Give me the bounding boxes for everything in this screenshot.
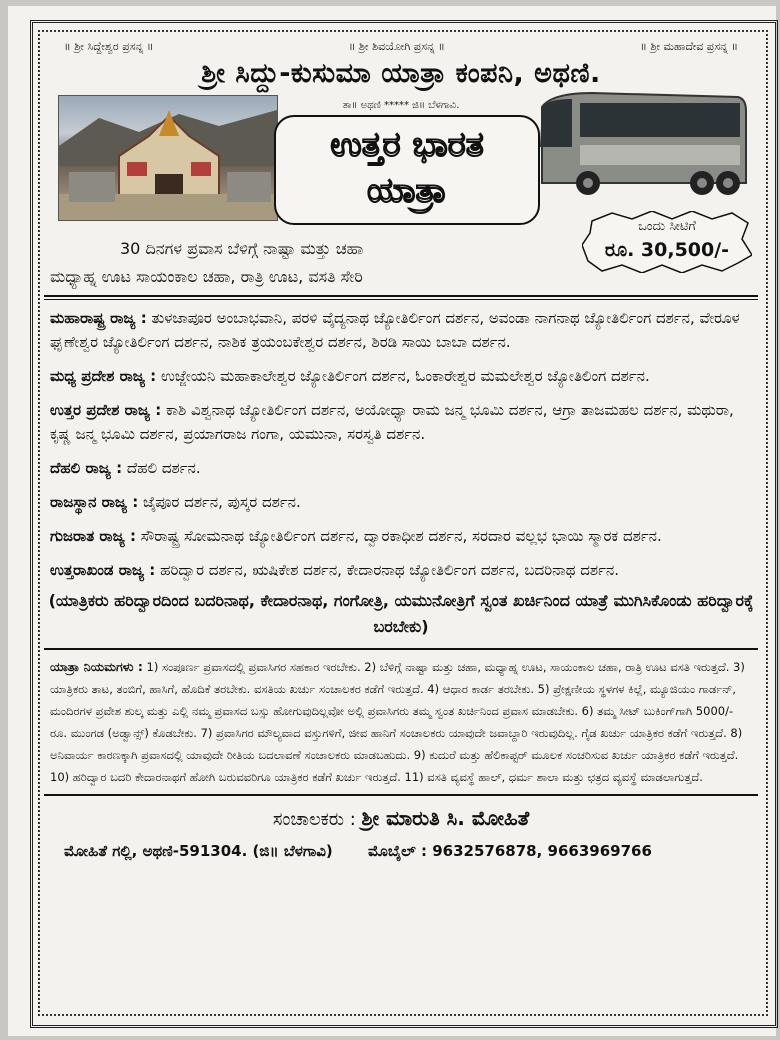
pamphlet-sheet xyxy=(8,6,776,1036)
yatra-heading-line2: ಯಾತ್ರಾ xyxy=(367,171,447,211)
pamphlet-content xyxy=(44,34,758,860)
company-title: ಶ್ರೀ ಸಿದ್ದು-ಕುಸುಮಾ ಯಾತ್ರಾ ಕಂಪನಿ, ಅಥಣಿ. xyxy=(201,58,601,89)
state-places: ದೆಹಲಿ ದರ್ಶನ. xyxy=(126,459,201,477)
state-name: ಮಧ್ಯ ಪ್ರದೇಶ ರಾಜ್ಯ : xyxy=(50,367,157,385)
organizer-label: ಸಂಚಾಲಕರು : xyxy=(272,809,356,830)
yatra-heading-box xyxy=(274,115,540,225)
blessing-center: ॥ ಶ್ರೀ ಶಿವಯೋಗಿ ಪ್ರಸನ್ನ ॥ xyxy=(348,40,445,53)
rules-text: 1) ಸಂಪೂರ್ಣ ಪ್ರವಾಸದಲ್ಲಿ ಪ್ರವಾಸಿಗರ ಸಹಕಾರ ಇರಬೇಕು. 2) ಬೆಳಿಗ್ಗೆ ನಾಷ್ಟಾ ಮತ್ತು ಚಹಾ, ಮಧ್ಯಾಹ್ನ ಊಟ, ಸಾಯಂಕಾಲ ಚಹಾ, ರಾತ್ರಿ ಊಟ ವಸತಿ ಇರುತ್ತದೆ. 3) ಯಾತ್ರಿಕರು ತಾಟ, ತಂಬಿಗೆ, ಹಾಸಿಗೆ, ಹೊದಿಕೆ ತರಬೇಕು. ವಸತಿಯ ಖರ್ಚು ಸಂಚಾಲಕರ ಕಡೆಗೆ ಇರುತ್ತದೆ. 4) ಆಧಾರ ಕಾರ್ಡ ತರಬೇಕು. 5) ಪ್ರೇಕ್ಷಣೀಯ ಸ್ಥಳಗಳ ಕಿಲ್ಲೆ, ಮ್ಯೂಜಿಯಂ ಗಾರ್ಡನ್, ಮಂದಿರಗಳ ಪ್ರವೇಶ ಶುಲ್ಕ ಮತ್ತು ಎಲ್ಲಿ ನಮ್ಮ ಪ್ರವಾಸದ ಬಸ್ಸು ಹೋಗುವುದಿಲ್ಲವೋ ಅಲ್ಲಿ ಪ್ರವಾಸಿಗರು ತಮ್ಮ ಸ್ವಂತ ಖರ್ಚಿನಿಂದ ಪ್ರವಾಸ ಮಾಡಬೇಕು. 6) ತಮ್ಮ ಸೀಟ್ ಬುಕಿಂಗ್‌ಗಾಗಿ 5000/- ರೂ. ಮುಂಗಡ (ಅಡ್ವಾನ್ಸ್) ಕೊಡಬೇಕು. 7) ಪ್ರವಾಸಿಗರ ಮೌಲ್ಯವಾದ ವಸ್ತುಗಳಿಗೆ, ಜೀವ ಹಾನಿಗೆ ಸಂಚಾಲಕರು ಯಾವುದೇ ಜವಾಬ್ದಾರಿ ಇರುವುದಿಲ್ಲ. ಗೈಡ ಖರ್ಚು ಯಾತ್ರಿಕರ ಕಡೆಗೆ ಇರುತ್ತದೆ. 8) ಅನಿವಾರ್ಯ ಕಾರಣಕ್ಕಾಗಿ ಪ್ರವಾಸದಲ್ಲಿ ಯಾವುದೇ ರೀತಿಯ ಬದಲಾವಣೆ ಸಂಚಾಲಕರು ಮಾಡಬಹುದು. 9) ಕುದುರೆ ಮತ್ತು ಹೆಲಿಕಾಪ್ಟರ್ ಮೂಲಕ ಸಂಚರಿಸುವ ಖರ್ಚು ಯಾತ್ರಿಕರ ಕಡೆಗೆ ಇರುತ್ತದೆ. 10) ಹರಿದ್ವಾರ ಬದರಿ ಕೇದಾರನಾಥಗೆ ಹೋಗಿ ಬರುವವರಿಗೂ ಯಾತ್ರಿಕರ ಕಡೆಗೆ ಖರ್ಚು ಇರುತ್ತದೆ. 11) ವಸತಿ ವ್ಯವಸ್ಥೆ ಹಾಲ್, ಧರ್ಮ ಶಾಲಾ ಮತ್ತು ಛತ್ರದ ವ್ಯವಸ್ಥೆ ಮಾಡಲಾಗುತ್ತದೆ. xyxy=(50,660,745,784)
meals-line-2: ಮಧ್ಯಾಹ್ನ ಊಟ ಸಾಯಂಕಾಲ ಚಹಾ, ರಾತ್ರಿ ಊಟ, ವಸತಿ ಸೇರಿ xyxy=(50,267,363,286)
organizer-name: ಶ್ರೀ ಮಾರುತಿ ಸಿ. ಮೋಹಿತೆ xyxy=(361,806,530,830)
state-entry xyxy=(50,398,752,446)
organizer-line xyxy=(44,806,758,830)
state-entry xyxy=(50,558,752,582)
address-line: ತಾ॥ ಅಥಣಿ ***** ಜಿ॥ ಬೆಳಗಾವಿ. xyxy=(342,100,460,111)
price-value: ರೂ. 30,500/- xyxy=(604,239,730,261)
state-places: ಉಜ್ಜೇಯನಿ ಮಹಾಕಾಲೇಶ್ವರ ಜ್ಯೋತಿರ್ಲಿಂಗ ದರ್ಶನ, ಓಂಕಾರೇಶ್ವರ ಮಮಲೇಶ್ವರ ಜ್ಯೋತಿಲಿಂಗ ದರ್ಶನ. xyxy=(160,367,650,385)
hardwar-note: (ಯಾತ್ರಿಕರು ಹರಿದ್ವಾರದಿಂದ ಬದರಿನಾಥ, ಕೇದಾರನಾಥ, ಗಂಗೋತ್ರಿ, ಯಮುನೋತ್ರಿಗೆ ಸ್ವಂತ ಖರ್ಚಿನಿಂದ ಯಾತ್ರೆ ಮುಗಿಸಿಕೊಂಡು ಹರಿದ್ವಾರಕ್ಕೆ ಬರಬೇಕು) xyxy=(48,591,754,636)
mobile-label: ಮೊಬೈಲ್ : xyxy=(368,842,427,860)
yatra-heading-line1: ಉತ್ತರ ಭಾರತ xyxy=(330,125,484,165)
state-name: ರಾಜಸ್ಥಾನ ರಾಜ್ಯ : xyxy=(50,493,139,511)
state-places: ಹರಿದ್ವಾರ ದರ್ಶನ, ಋಷಿಕೇಶ ದರ್ಶನ, ಕೇದಾರನಾಥ ಜ್ಯೋತಿರ್ಲಿಂಗ ದರ್ಶನ, ಬದರಿನಾಥ ದರ್ಶನ. xyxy=(160,561,620,579)
state-places: ಸೌರಾಷ್ಟ್ರ ಸೋಮನಾಥ ಜ್ಯೋತಿರ್ಲಿಂಗ ದರ್ಶನ, ದ್ವಾರಕಾಧೀಶ ದರ್ಶನ, ಸರದಾರ ವಲ್ಲಭ ಭಾಯಿ ಸ್ಮಾರಕ ದರ್ಶನ. xyxy=(140,527,662,545)
state-name: ದೆಹಲಿ ರಾಜ್ಯ : xyxy=(50,459,123,477)
blessing-right: ॥ ಶ್ರೀ ಮಹಾದೇವ ಪ್ರಸನ್ನ ॥ xyxy=(640,40,738,53)
state-entry xyxy=(50,456,752,480)
state-name: ಉತ್ತರ ಪ್ರದೇಶ ರಾಜ್ಯ : xyxy=(50,401,162,419)
temple-photo xyxy=(58,95,278,221)
divider xyxy=(44,295,758,297)
blessings-row xyxy=(44,34,758,54)
footer xyxy=(44,794,758,860)
state-name: ಮಹಾರಾಷ್ಟ್ರ ರಾಜ್ಯ : xyxy=(50,309,147,327)
state-entry xyxy=(50,524,752,548)
price-label: ಒಂದು ಸೀಟಿಗೆ xyxy=(638,219,696,234)
travel-rules xyxy=(44,648,758,788)
state-places: ತುಳಜಾಪೂರ ಅಂಬಾಭವಾನಿ, ಪರಳಿ ವೈದ್ಯನಾಥ ಜ್ಯೋತಿರ್ಲಿಂಗ ದರ್ಶನ, ಅವಂಡಾ ನಾಗನಾಥ ಜ್ಯೋತಿರ್ಲಿಂಗ ದರ್ಶನ, ವೇರೂಳ ಘೃಣೇಶ್ವರ ಜ್ಯೋತಿರ್ಲಿಂಗ ದರ್ಶನ, ನಾಶಿಕ ತ್ರಯಂಬಕೇಶ್ವರ ದರ್ಶನ, ಶಿರಡಿ ಸಾಯಿ ಬಾಬಾ ದರ್ಶನ. xyxy=(50,309,740,351)
state-entry xyxy=(50,490,752,514)
state-entry xyxy=(50,306,752,354)
bus-image xyxy=(532,87,748,203)
state-name: ಉತ್ತರಾಖಂಡ ರಾಜ್ಯ : xyxy=(50,561,156,579)
states-list xyxy=(44,300,758,582)
state-places: ಜೈಪೂರ ದರ್ಶನ, ಪುಸ್ಕರ ದರ್ಶನ. xyxy=(143,493,301,511)
state-name: ಗುಜರಾತ ರಾಜ್ಯ : xyxy=(50,527,136,545)
rules-title: ಯಾತ್ರಾ ನಿಯಮಗಳು : xyxy=(50,659,143,674)
blessing-left: ॥ ಶ್ರೀ ಸಿದ್ದೇಶ್ವರ ಪ್ರಸನ್ನ ॥ xyxy=(64,40,154,53)
price-badge xyxy=(582,211,752,273)
state-places: ಕಾಶಿ ವಿಶ್ವನಾಥ ಜ್ಯೋತಿರ್ಲಿಂಗ ದರ್ಶನ, ಅಯೋಧ್ಯಾ ರಾಮ ಜನ್ಮ ಭೂಮಿ ದರ್ಶನ, ಆಗ್ರಾ ತಾಜಮಹಲ ದರ್ಶನ, ಮಥುರಾ, ಕೃಷ್ಣ ಜನ್ಮ ಭೂಮಿ ದರ್ಶನ, ಪ್ರಯಾಗರಾಜ ಗಂಗಾ, ಯಮುನಾ, ಸರಸ್ವತಿ ದರ್ಶನ. xyxy=(50,401,734,443)
meals-line-1: 30 ದಿನಗಳ ಪ್ರವಾಸ ಬೆಳಿಗ್ಗೆ ನಾಷ್ಟಾ ಮತ್ತು ಚಹಾ xyxy=(120,239,364,258)
mobile-numbers: 9632576878, 9663969766 xyxy=(432,842,652,860)
contact-line xyxy=(44,842,758,860)
state-entry xyxy=(50,364,752,388)
footer-address: ಮೋಹಿತೆ ಗಲ್ಲಿ, ಅಥಣಿ-591304. (ಜಿ॥ ಬೆಳಗಾವಿ) xyxy=(64,842,333,860)
